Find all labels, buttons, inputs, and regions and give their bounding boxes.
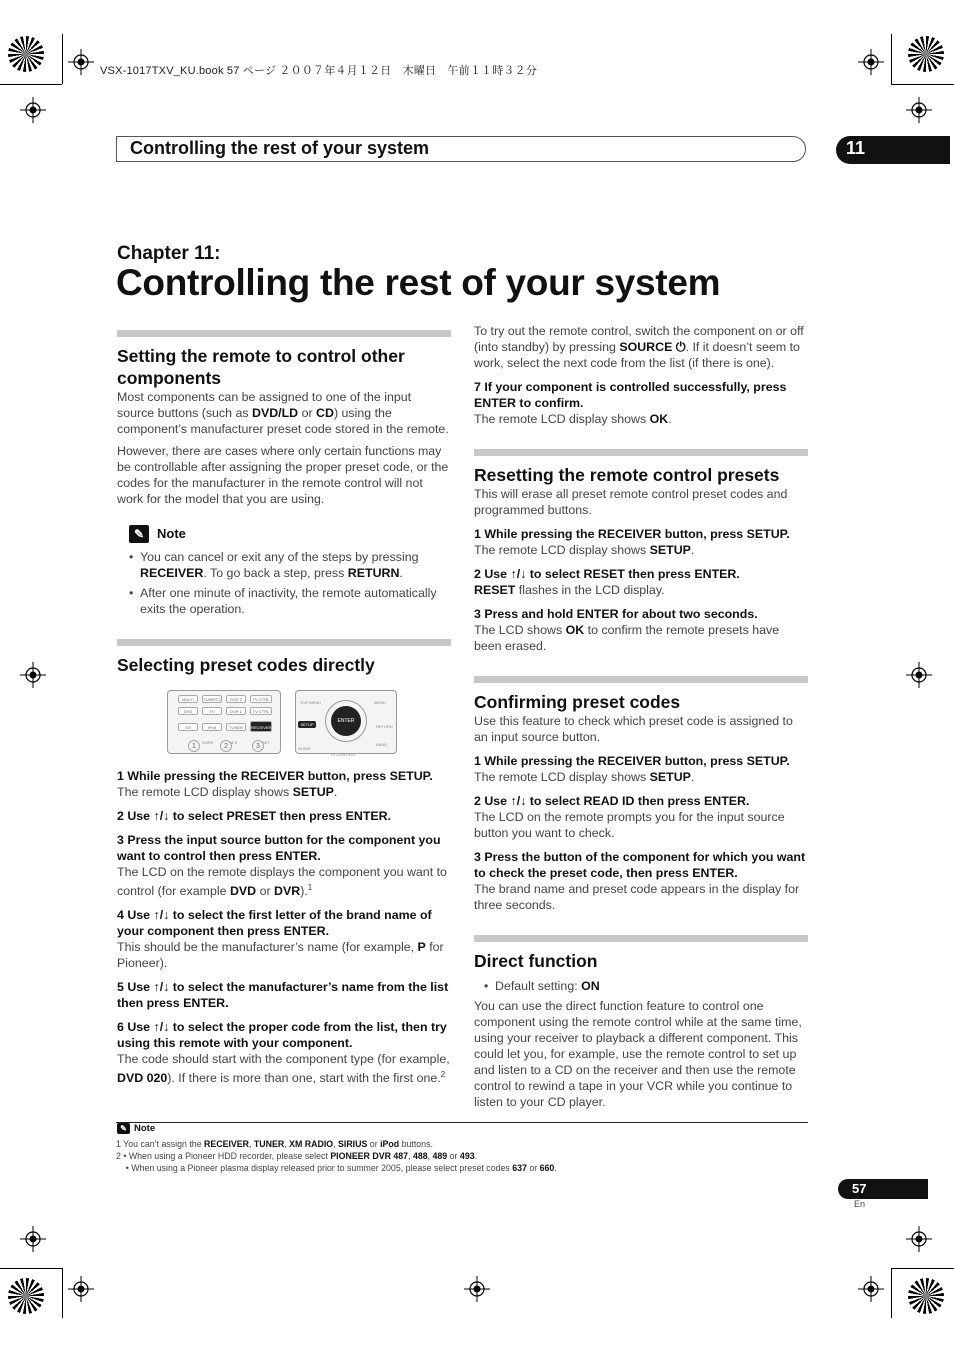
registration-mark: [906, 662, 932, 688]
page-language: En: [854, 1199, 866, 1209]
page-number-badge: 57: [838, 1179, 928, 1199]
registration-mark: [906, 1226, 932, 1252]
left-column: [117, 330, 451, 1086]
step-heading: 4 Use ↑/↓ to select the first letter of the brand name of your component then press ENTER.: [117, 908, 432, 939]
remote-label: SURR: [202, 740, 214, 745]
print-file-tag: VSX-1017TXV_KU.book 57 ページ ２００７年４月１２日 木曜日 午前１１時３２分: [100, 65, 538, 77]
section-rule: [474, 676, 808, 683]
section-heading-direct-function: Direct function: [474, 951, 598, 971]
note-block: [129, 525, 451, 617]
section-heading-confirm-presets: Confirming preset codes: [474, 692, 681, 712]
pencil-note-icon: ✎: [117, 1123, 130, 1134]
list-item: • After one minute of inactivity, the remote automatically exits the operation.: [129, 585, 451, 617]
remote-setup-button: SETUP: [298, 721, 316, 728]
remote-button: TUNER 2: [203, 697, 221, 702]
step-body: This should be the manufacturer’s name (for example, P for Pioneer).: [117, 940, 444, 971]
section-heading-preset-direct: Selecting preset codes directly: [117, 655, 375, 675]
crop-line: [891, 34, 892, 84]
step-heading: 2 Use ↑/↓ to select READ ID then press ENTER.: [474, 794, 750, 808]
list-item: • You can cancel or exit any of the steps by pressing RECEIVER. To go back a step, press RETURN.: [129, 549, 451, 581]
registration-mark: [858, 49, 884, 75]
step-heading: 3 Press the button of the component for which you want to check the preset code, then press ENTER.: [474, 850, 806, 880]
crop-line: [0, 84, 62, 85]
note-list: [129, 549, 451, 617]
printer-starburst-mark: [8, 1278, 44, 1314]
remote-number-button: 1: [188, 740, 200, 752]
chapter-number-badge: 11: [836, 136, 950, 164]
paragraph: This will erase all preset remote control preset codes and programmed buttons.: [474, 487, 788, 517]
chapter-title: Controlling the rest of your system: [116, 262, 721, 303]
remote-label: BAND: [376, 742, 388, 747]
paragraph: To try out the remote control, switch the component on or off (into standby) by pressing SOURCE ⏻. If it doesn’t seem to work, select the next code from the list (if there is one).: [474, 324, 804, 370]
registration-mark: [68, 49, 94, 75]
remote-button: DVD: [178, 707, 198, 715]
registration-mark: [20, 97, 46, 123]
registration-mark: [20, 1226, 46, 1252]
crop-line: [62, 1268, 63, 1318]
remote-button: iPod: [202, 723, 222, 731]
pencil-note-icon: ✎: [129, 525, 149, 543]
step-body: The remote LCD display shows SETUP.: [117, 785, 338, 799]
footnote-1: 1 You can’t assign the RECEIVER, TUNER, XM RADIO, SIRIUS or iPod buttons.: [116, 1139, 433, 1149]
step-heading: 1 While pressing the RECEIVER button, press SETUP.: [474, 527, 790, 541]
footnote-3: • When using a Pioneer plasma display released prior to summer 2005, please select preset codes 637 or 660.: [116, 1163, 557, 1173]
step-body: The remote LCD display shows SETUP.: [474, 543, 695, 557]
remote-button: TV CTRL: [250, 695, 272, 703]
remote-number-button: 2: [220, 740, 232, 752]
footnote-2: 2 • When using a Pioneer HDD recorder, please select PIONEER DVR 487, 488, 489 or 493.: [116, 1151, 478, 1161]
remote-enter-button: ENTER: [331, 706, 361, 736]
step-heading: 7 If your component is controlled successfully, press ENTER to confirm.: [474, 380, 787, 410]
remote-label: TOP MENU: [300, 700, 321, 705]
running-header-title: Controlling the rest of your system: [130, 138, 430, 158]
crop-line: [62, 34, 63, 84]
remote-right-panel: [295, 690, 397, 757]
registration-mark: [68, 1276, 94, 1302]
printer-starburst-mark: [908, 1278, 944, 1314]
registration-mark: [464, 1276, 490, 1302]
step-heading: 1 While pressing the RECEIVER button, press SETUP.: [117, 769, 433, 783]
remote-label: MENU: [374, 700, 386, 705]
remote-button: CD: [178, 723, 198, 731]
remote-button: TV: [202, 707, 222, 715]
default-setting-list: [484, 978, 808, 994]
section-rule: [117, 639, 451, 646]
paragraph: Use this feature to check which preset code is assigned to an input source button.: [474, 714, 793, 744]
remote-button: TUNER: [226, 723, 246, 731]
remote-label: TV CONTROL: [330, 752, 356, 757]
printer-starburst-mark: [908, 36, 944, 72]
remote-label: GUIDE: [298, 746, 311, 751]
paragraph: Most components can be assigned to one of the input source buttons (such as DVD/LD or CD) using the component’s manufacturer preset code stored in the remote.: [117, 390, 449, 436]
step-body: RESET flashes in the LCD display.: [474, 583, 665, 597]
remote-number-button: 3: [252, 740, 264, 752]
step-heading: 3 Press and hold ENTER for about two seconds.: [474, 607, 758, 621]
registration-mark: [906, 97, 932, 123]
crop-line: [891, 1268, 892, 1318]
remote-control-illustration: [167, 690, 397, 757]
step-body: The code should start with the component type (for example, DVD 020). If there is more than one, start with the first one.$^2$: [117, 1052, 450, 1086]
step-body: The remote LCD display shows OK.: [474, 412, 672, 426]
step-heading: 2 Use ↑/↓ to select PRESET then press ENTER.: [117, 809, 392, 823]
section-rule: [474, 935, 808, 942]
step-heading: 2 Use ↑/↓ to select RESET then press ENTER.: [474, 567, 740, 581]
registration-mark: [20, 662, 46, 688]
remote-receiver-button: RECEIVER: [250, 721, 272, 732]
registration-mark: [858, 1276, 884, 1302]
remote-button: DVR 1: [226, 707, 246, 715]
right-column: [474, 323, 808, 1110]
remote-label: M.S: [230, 740, 238, 745]
remote-button: DVD 2: [226, 695, 246, 703]
step-heading: 1 While pressing the RECEIVER button, press SETUP.: [474, 754, 790, 768]
step-body: The LCD shows OK to confirm the remote presets have been erased.: [474, 623, 780, 653]
section-heading-setting-remote: Setting the remote to control other components: [117, 346, 405, 388]
section-rule: [474, 449, 808, 456]
step-heading: 6 Use ↑/↓ to select the proper code from the list, then try using this remote with your component.: [117, 1020, 447, 1051]
step-body: The LCD on the remote displays the component you want to control (for example DVD or DVR).$^1$: [117, 865, 447, 899]
step-body: The LCD on the remote prompts you for the input source button you want to check.: [474, 810, 785, 840]
footnote-rule: [116, 1122, 808, 1123]
chapter-label: Chapter 11:: [117, 243, 221, 264]
remote-left-panel: [167, 690, 281, 754]
crop-line: [0, 1268, 62, 1269]
paragraph: However, there are cases where only certain functions may be controllable after assigning the proper preset code, or the codes for the manufacturer in the remote control will not work for the model that you are using.: [117, 444, 449, 506]
footnote-note-heading: ✎ Note: [117, 1123, 155, 1134]
paragraph: You can use the direct function feature to control one component using the remote control while at the same time, using your receiver to playback a different component. This could let you, for example, use the remote control to set up and listen to a CD on the receiver and then use the remote control to rewind a tape in your VCR while you continue to listen to your CD player.: [474, 999, 802, 1109]
step-body: The remote LCD display shows SETUP.: [474, 770, 695, 784]
remote-button: MULTI: [178, 695, 198, 703]
remote-button: TV CTRL: [250, 707, 272, 715]
step-heading: 3 Press the input source button for the component you want to control then press ENTER.: [117, 833, 441, 863]
printer-starburst-mark: [8, 36, 44, 72]
note-heading: ✎ Note: [129, 525, 451, 543]
footnote-ref: 2: [440, 1070, 446, 1080]
crop-line: [891, 84, 954, 85]
remote-label: RETURN: [376, 724, 393, 729]
remote-label: SET: [262, 740, 270, 745]
step-heading: 5 Use ↑/↓ to select the manufacturer’s name from the list then press ENTER.: [117, 980, 449, 1011]
section-heading-reset-presets: Resetting the remote control presets: [474, 465, 780, 485]
section-rule: [117, 330, 451, 337]
footnote-ref: 1: [307, 883, 313, 892]
step-body: The brand name and preset code appears in the display for three seconds.: [474, 882, 800, 912]
list-item: • Default setting: ON: [484, 978, 808, 994]
crop-line: [891, 1268, 954, 1269]
